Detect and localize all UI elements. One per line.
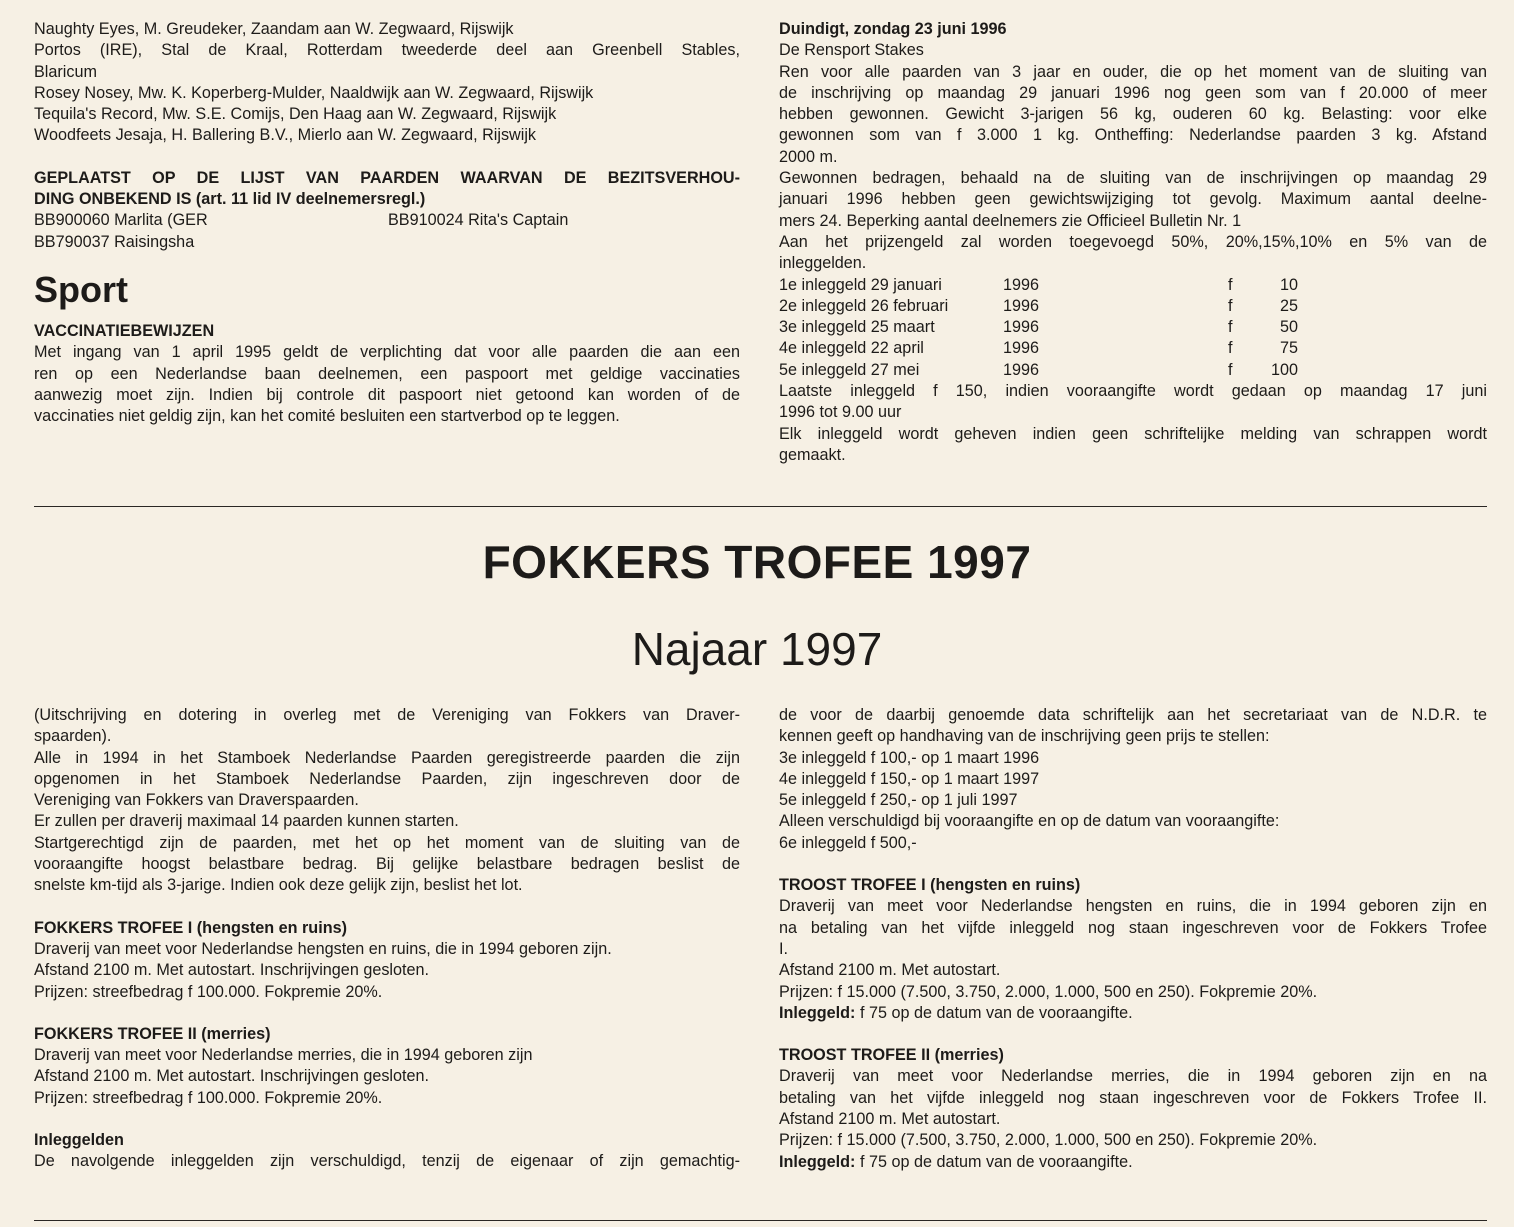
inleggeld-row: [779, 338, 1487, 359]
paragraph-line: Aan het prijzengeld zal worden toegevoegd 50%, 20%,15%,10% en 5% van de: [779, 232, 1487, 251]
inleggeld-row: [779, 275, 1487, 296]
paragraph-line: Draverij van meet voor Nederlandse hengsten en ruins, die in 1994 geboren zijn.: [34, 939, 612, 958]
paragraph-line: Prijzen: f 15.000 (7.500, 3.750, 2.000, 1.000, 500 en 250). Fokpremie 20%.: [779, 1131, 1318, 1150]
paragraph-line: vooraangifte hoogst belastbare bedrag. Bij gelijke belastbare bedragen beslist de: [34, 855, 740, 874]
paragraph-line: Afstand 2100 m. Met autostart. Inschrijvingen gesloten.: [34, 1067, 430, 1086]
paragraph-line: snelste km-tijd als 3-jarige. Indien ook deze gelijk zijn, beslist het lot.: [34, 876, 523, 895]
race-conditions: [779, 62, 1487, 275]
paragraph-line: de voor de daarbij genoemde data schriftelijk aan het secretariaat van de N.D.R. te: [779, 706, 1487, 724]
owner-line: Rosey Nosey, Mw. K. Koperberg-Mulder, Naaldwijk aan W. Zegwaard, Rijswijk: [34, 83, 594, 102]
fokkers-trofee-1-heading: FOKKERS TROFEE I (hengsten en ruins): [34, 918, 347, 937]
inleggeld-year: 1996: [1003, 275, 1040, 294]
unknown-ownership-heading-cont: DING ONBEKEND IS (art. 11 lid IV deelnemersregl.): [34, 190, 426, 209]
trofee-intro: [34, 705, 740, 897]
paragraph-line: Gewonnen bedragen, behaald na de sluiting van de inschrijvingen op maandag 29: [779, 169, 1487, 188]
inleggeld-label: 1e inleggeld 29 januari: [779, 275, 942, 294]
inleggeld-year: 1996: [1003, 360, 1040, 379]
paragraph-line: gemaakt.: [779, 445, 846, 464]
inleggeld-label: Inleggeld:: [779, 1003, 856, 1022]
inleggeld-label: Inleggeld:: [779, 1152, 856, 1171]
inleggeld-amount: 100: [1270, 360, 1298, 379]
horse-entry: BB910024 Rita's Captain: [388, 211, 569, 230]
paragraph-line: 2000 m.: [779, 147, 838, 166]
inleggeld-note: [779, 1152, 1487, 1173]
bottom-left-column: [34, 705, 740, 1173]
inleggelden-continued: [779, 705, 1487, 854]
paragraph-line: Elk inleggeld wordt geheven indien geen schriftelijke melding van schrappen wordt: [779, 424, 1487, 443]
paragraph-line: 1996 tot 9.00 uur: [779, 403, 902, 422]
paragraph-line: mers 24. Beperking aantal deelnemers zie Officieel Bulletin Nr. 1: [779, 211, 1242, 230]
paragraph-line: Draverij van meet voor Nederlandse merries, die in 1994 geboren zijn: [34, 1046, 533, 1065]
owner-line: Tequila's Record, Mw. S.E. Comijs, Den Haag aan W. Zegwaard, Rijswijk: [34, 105, 557, 124]
paragraph-line: 4e inleggeld f 150,- op 1 maart 1997: [779, 769, 1040, 788]
inleggeld-text: f 75 op de datum van de vooraangifte.: [855, 1152, 1133, 1171]
troost-trofee-1-heading: TROOST TROFEE I (hengsten en ruins): [779, 876, 1081, 895]
race-closing-notes: [779, 381, 1487, 466]
paragraph-line: Prijzen: streefbedrag f 100.000. Fokpremie 20%.: [34, 1088, 383, 1107]
paragraph-line: Startgerechtigd zijn de paarden, met het op het moment van de sluiting van de: [34, 833, 740, 852]
paragraph-line: Afstand 2100 m. Met autostart. Inschrijvingen gesloten.: [34, 961, 430, 980]
section-divider: [34, 506, 1487, 507]
paragraph-line: Prijzen: streefbedrag f 100.000. Fokpremie 20%.: [34, 982, 383, 1001]
horse-entry: BB900060 Marlita (GER: [34, 211, 208, 230]
paragraph-line: I.: [779, 939, 788, 958]
inleggeld-amount: 75: [1279, 339, 1298, 358]
inleggeld-label: 4e inleggeld 22 april: [779, 339, 924, 358]
unknown-ownership-row: [34, 232, 740, 253]
inleggeld-row: [779, 360, 1487, 381]
fokkers-trofee-2-heading: FOKKERS TROFEE II (merries): [34, 1024, 271, 1043]
inleggeld-row: [779, 317, 1487, 338]
paragraph-line: Afstand 2100 m. Met autostart.: [779, 1110, 1001, 1129]
inleggelden-heading: Inleggelden: [34, 1131, 124, 1150]
paragraph-line: Afstand 2100 m. Met autostart.: [779, 961, 1001, 980]
paragraph-line: 5e inleggeld f 250,- op 1 juli 1997: [779, 791, 1018, 810]
paragraph-line: spaarden).: [34, 727, 112, 746]
paragraph-line: kennen geeft op handhaving van de inschrijving geen prijs te stellen:: [779, 727, 1270, 746]
inleggeld-label: 2e inleggeld 26 februari: [779, 296, 949, 315]
paragraph-line: Met ingang van 1 april 1995 geldt de verplichting dat voor alle paarden die aan een: [34, 343, 740, 362]
inleggeld-text: f 75 op de datum van de vooraangifte.: [855, 1003, 1133, 1022]
horse-entry: BB790037 Raisingsha: [34, 232, 195, 251]
bottom-right-column: [779, 705, 1487, 1173]
paragraph-line: Er zullen per draverij maximaal 14 paarden kunnen starten.: [34, 812, 459, 831]
paragraph-line: Ren voor alle paarden van 3 jaar en ouder, die op het moment van de sluiting van: [779, 62, 1487, 81]
paragraph-line: 6e inleggeld f 500,-: [779, 833, 917, 852]
inleggeld-label: 3e inleggeld 25 maart: [779, 318, 935, 337]
inleggeld-amount: 10: [1279, 275, 1298, 294]
paragraph-line: januari 1996 hebben geen gewichtswijziging tot gevolg. Maximum aantal deelne-: [779, 190, 1487, 209]
owner-line: Blaricum: [34, 62, 97, 81]
owner-line: Naughty Eyes, M. Greudeker, Zaandam aan W. Zegwaard, Rijswijk: [34, 20, 514, 38]
paragraph-line: Alleen verschuldigd bij vooraangifte en op de datum van vooraangifte:: [779, 812, 1280, 831]
paragraph-line: na betaling van het vijfde inleggeld nog staan ingeschreven voor de Fokkers Trofee: [779, 918, 1487, 937]
inleggeld-note: [779, 1003, 1487, 1024]
page-subtitle: Najaar 1997: [631, 623, 883, 675]
paragraph-line: vaccinaties niet geldig zijn, kan het comité besluiten een startverbod op te leggen.: [34, 407, 620, 426]
inleggeld-row: [779, 296, 1487, 317]
owner-line: Woodfeets Jesaja, H. Ballering B.V., Mierlo aan W. Zegwaard, Rijswijk: [34, 126, 537, 145]
inleggeld-year: 1996: [1003, 318, 1040, 337]
paragraph-line: gewonnen som van f 3.000 1 kg. Ontheffing: Nederlandse paarden 3 kg. Afstand: [779, 126, 1487, 145]
owner-line: Portos (IRE), Stal de Kraal, Rotterdam tweederde deel aan Greenbell Stables,: [34, 41, 740, 60]
paragraph-line: hebben gewonnen. Gewicht 3-jarigen 56 kg, ouderen 60 kg. Belasting: voor elke: [779, 105, 1487, 124]
unknown-ownership-heading: GEPLAATST OP DE LIJST VAN PAARDEN WAARVAN DE BEZITSVERHOU-: [34, 168, 740, 187]
paragraph-line: 3e inleggeld f 100,- op 1 maart 1996: [779, 748, 1040, 767]
troost-trofee-2-heading: TROOST TROFEE II (merries): [779, 1046, 1004, 1065]
vaccination-paragraph: [34, 342, 740, 427]
paragraph-line: ren op een Nederlandse baan deelnemen, een paspoort met geldige vaccinaties: [34, 364, 740, 383]
inleggeld-year: 1996: [1003, 296, 1040, 315]
paragraph-line: Alle in 1994 in het Stamboek Nederlandse Paarden geregistreerde paarden die zijn: [34, 748, 740, 767]
paragraph-line: Draverij van meet voor Nederlandse hengsten en ruins, die in 1994 geboren zijn en: [779, 897, 1487, 916]
section-title-sport: Sport: [34, 268, 128, 310]
top-left-column: [34, 19, 740, 427]
paragraph-line: De navolgende inleggelden zijn verschuldigd, tenzij de eigenaar of zijn gemachtig-: [34, 1152, 740, 1171]
vaccination-heading: VACCINATIEBEWIJZEN: [34, 321, 215, 340]
ownership-changes: [34, 19, 740, 147]
paragraph-line: Vereniging van Fokkers van Draverspaarden.: [34, 791, 359, 810]
paragraph-line: Laatste inleggeld f 150, indien vooraangifte wordt gedaan op maandag 17 juni: [779, 382, 1487, 401]
paragraph-line: inleggelden.: [779, 254, 867, 273]
inleggeld-currency: f: [1228, 275, 1233, 294]
top-right-column: [779, 19, 1487, 466]
inleggeld-table: [779, 275, 1487, 381]
inleggeld-amount: 50: [1279, 318, 1298, 337]
paragraph-line: aanwezig moet zijn. Indien bij controle dit paspoort niet getoond kan worden of de: [34, 385, 740, 404]
paragraph-line: betaling van het vijfde inleggeld nog staan ingeschreven voor de Fokkers Trofee II.: [779, 1088, 1487, 1107]
inleggeld-label: 5e inleggeld 27 mei: [779, 360, 920, 379]
inleggeld-currency: f: [1228, 318, 1233, 337]
paragraph-line: opgenomen in het Stamboek Nederlandse Paarden, zijn ingeschreven door de: [34, 769, 740, 788]
inleggeld-currency: f: [1228, 360, 1233, 379]
paragraph-line: de inschrijving op maandag 29 januari 1996 nog geen som van f 20.000 of meer: [779, 83, 1487, 102]
paragraph-line: Prijzen: f 15.000 (7.500, 3.750, 2.000, 1.000, 500 en 250). Fokpremie 20%.: [779, 982, 1318, 1001]
race-heading: Duindigt, zondag 23 juni 1996: [779, 20, 1007, 38]
page-title: FOKKERS TROFEE 1997: [482, 536, 1032, 588]
race-subheading: De Rensport Stakes: [779, 41, 924, 60]
paragraph-line: (Uitschrijving en dotering in overleg met de Vereniging van Fokkers van Draver-: [34, 706, 740, 724]
inleggeld-currency: f: [1228, 339, 1233, 358]
inleggeld-currency: f: [1228, 296, 1233, 315]
section-divider: [34, 1220, 1487, 1221]
inleggeld-amount: 25: [1279, 296, 1298, 315]
paragraph-line: Draverij van meet voor Nederlandse merries, die in 1994 geboren zijn en na: [779, 1067, 1487, 1086]
inleggeld-year: 1996: [1003, 339, 1040, 358]
unknown-ownership-row: [34, 210, 740, 231]
